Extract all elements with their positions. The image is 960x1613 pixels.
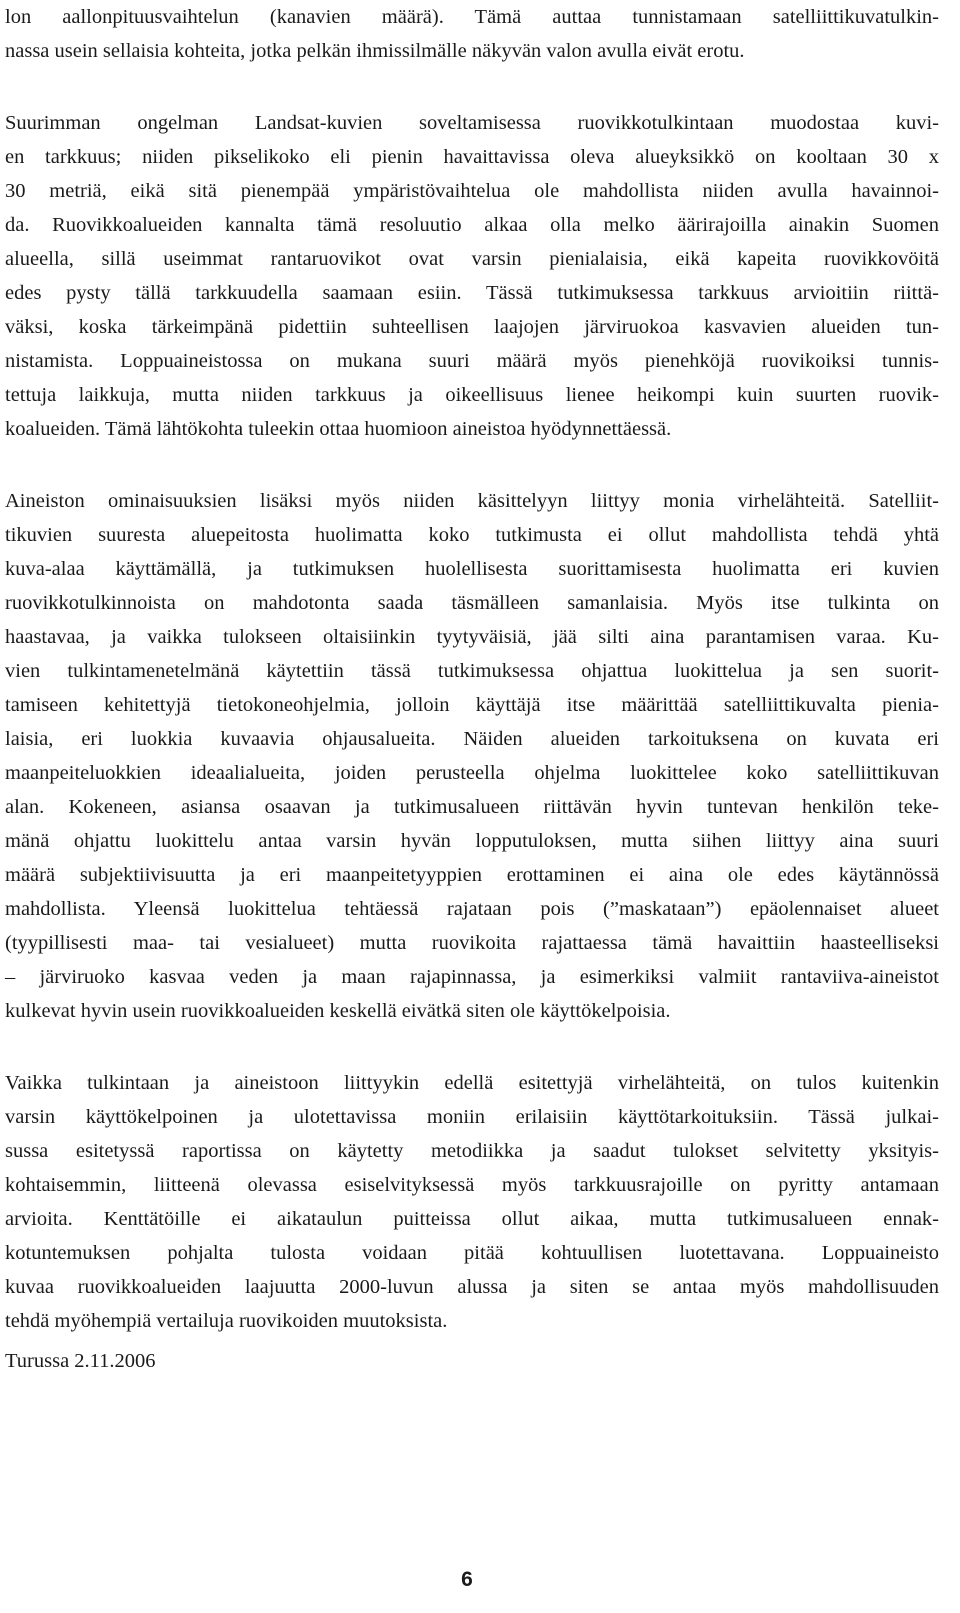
text-line: tikuvien suuresta aluepeitosta huolimatta koko tutkimusta ei ollut mahdollista tehdä yhtä — [5, 524, 939, 546]
text-line: haastavaa, ja vaikka tulokseen oltaisiinkin tyytyväisiä, jää silti aina parantamisen varaa. Ku- — [5, 626, 939, 648]
paragraph — [5, 106, 939, 446]
text-line: tamiseen kehitettyjä tietokoneohjelmia, jolloin käyttäjä itse määrittää satelliittikuvalta pienia- — [5, 694, 939, 716]
text-line: varsin käyttökelpoinen ja ulotettavissa moniin erilaisiin käyttötarkoituksiin. Tässä julkai- — [5, 1106, 939, 1128]
text-line: alan. Kokeneen, asiansa osaavan ja tutkimusalueen riittävän hyvin tuntevan henkilön teke- — [5, 796, 939, 818]
paragraph — [5, 1066, 939, 1338]
text-line: Vaikka tulkintaan ja aineistoon liittyykin edellä esitettyjä virhelähteitä, on tulos kuitenkin — [5, 1072, 939, 1094]
text-line: arvioita. Kenttätöille ei aikataulun puitteissa ollut aikaa, mutta tutkimusalueen ennak- — [5, 1208, 939, 1230]
text-line: kohtaisemmin, liitteenä olevassa esiselvityksessä myös tarkkuusrajoille on pyritty antamaan — [5, 1174, 939, 1196]
text-line: väksi, koska tärkeimpänä pidettiin suhteellisen laajojen järviruokoa kasvavien alueiden tun- — [5, 316, 939, 338]
text-line: edes pysty tällä tarkkuudella saamaan esiin. Tässä tutkimuksessa tarkkuus arvioitiin riittä- — [5, 282, 939, 304]
paragraph — [5, 0, 939, 68]
text-line: sussa esitetyssä raportissa on käytetty metodiikka ja saadut tulokset selvitetty yksityis- — [5, 1140, 939, 1162]
text-line: tettuja laikkuja, mutta niiden tarkkuus ja oikeellisuus lienee heikompi kuin suurten ruovik- — [5, 384, 939, 406]
text-line: kulkevat hyvin usein ruovikkoalueiden keskellä eivätkä siten ole käyttökelpoisia. — [5, 1000, 671, 1022]
text-line: vien tulkintamenetelmänä käytettiin tässä tutkimuksessa ohjattua luokittelua ja sen suorit- — [5, 660, 939, 682]
text-line: – järviruoko kasvaa veden ja maan rajapinnassa, ja esimerkiksi valmiit rantaviiva-aineistot — [5, 966, 939, 988]
text-line: maanpeiteluokkien ideaalialueita, joiden perusteella ohjelma luokittelee koko satelliittikuvan — [5, 762, 939, 784]
text-line: nassa usein sellaisia kohteita, jotka pelkän ihmissilmälle näkyvän valon avulla eivät erotu. — [5, 40, 745, 62]
text-line: mahdollista. Yleensä luokittelua tehtäessä rajataan pois (”maskataan”) epäolennaiset alueet — [5, 898, 939, 920]
document-body — [5, 0, 939, 1338]
text-line: 30 metriä, eikä sitä pienempää ympäristövaihtelua ole mahdollista niiden avulla havainnoi- — [5, 180, 939, 202]
text-line: alueella, sillä useimmat rantaruovikot ovat varsin pienialaisia, eikä kapeita ruovikkovöitä — [5, 248, 939, 270]
text-line: koalueiden. Tämä lähtökohta tuleekin ottaa huomioon aineistoa hyödynnettäessä. — [5, 418, 672, 440]
text-line: da. Ruovikkoalueiden kannalta tämä resoluutio alkaa olla melko äärirajoilla ainakin Suomen — [5, 214, 939, 236]
text-line: lon aallonpituusvaihtelun (kanavien määrä). Tämä auttaa tunnistamaan satelliittikuvatulkin- — [5, 6, 939, 28]
text-line: Suurimman ongelman Landsat-kuvien soveltamisessa ruovikkotulkintaan muodostaa kuvi- — [5, 112, 939, 134]
text-line: (tyypillisesti maa- tai vesialueet) mutta ruovikoita rajattaessa tämä havaittiin haasteelliseksi — [5, 932, 939, 954]
text-line: kuva-alaa käyttämällä, ja tutkimuksen huolellisesta suorittamisesta huolimatta eri kuvien — [5, 558, 939, 580]
paragraph — [5, 484, 939, 1028]
text-line: määrä subjektiivisuutta ja eri maanpeitetyyppien erottaminen ei aina ole edes käytännössä — [5, 864, 939, 886]
text-line: Aineiston ominaisuuksien lisäksi myös niiden käsittelyyn liittyy monia virhelähteitä. Satelliit- — [5, 490, 939, 512]
text-line: kotuntemuksen pohjalta tulosta voidaan pitää kohtuullisen luotettavana. Loppuaineisto — [5, 1242, 939, 1264]
text-line: mänä ohjattu luokittelu antaa varsin hyvän lopputuloksen, mutta siihen liittyy aina suuri — [5, 830, 939, 852]
text-line: ruovikkotulkinnoista on mahdotonta saada täsmälleen samanlaisia. Myös itse tulkinta on — [5, 592, 939, 614]
page-number: 6 — [461, 1568, 473, 1591]
signature-place-date: Turussa 2.11.2006 — [5, 1350, 156, 1372]
text-line: kuvaa ruovikkoalueiden laajuutta 2000-luvun alussa ja siten se antaa myös mahdollisuuden — [5, 1276, 939, 1298]
text-line: en tarkkuus; niiden pikselikoko eli pienin havaittavissa oleva alueyksikkö on kooltaan 30 x — [5, 146, 939, 168]
text-line: tehdä myöhempiä vertailuja ruovikoiden muutoksista. — [5, 1310, 448, 1332]
text-line: nistamista. Loppuaineistossa on mukana suuri määrä myös pienehköjä ruovikoiksi tunnis- — [5, 350, 939, 372]
text-line: laisia, eri luokkia kuvaavia ohjausalueita. Näiden alueiden tarkoituksena on kuvata eri — [5, 728, 939, 750]
